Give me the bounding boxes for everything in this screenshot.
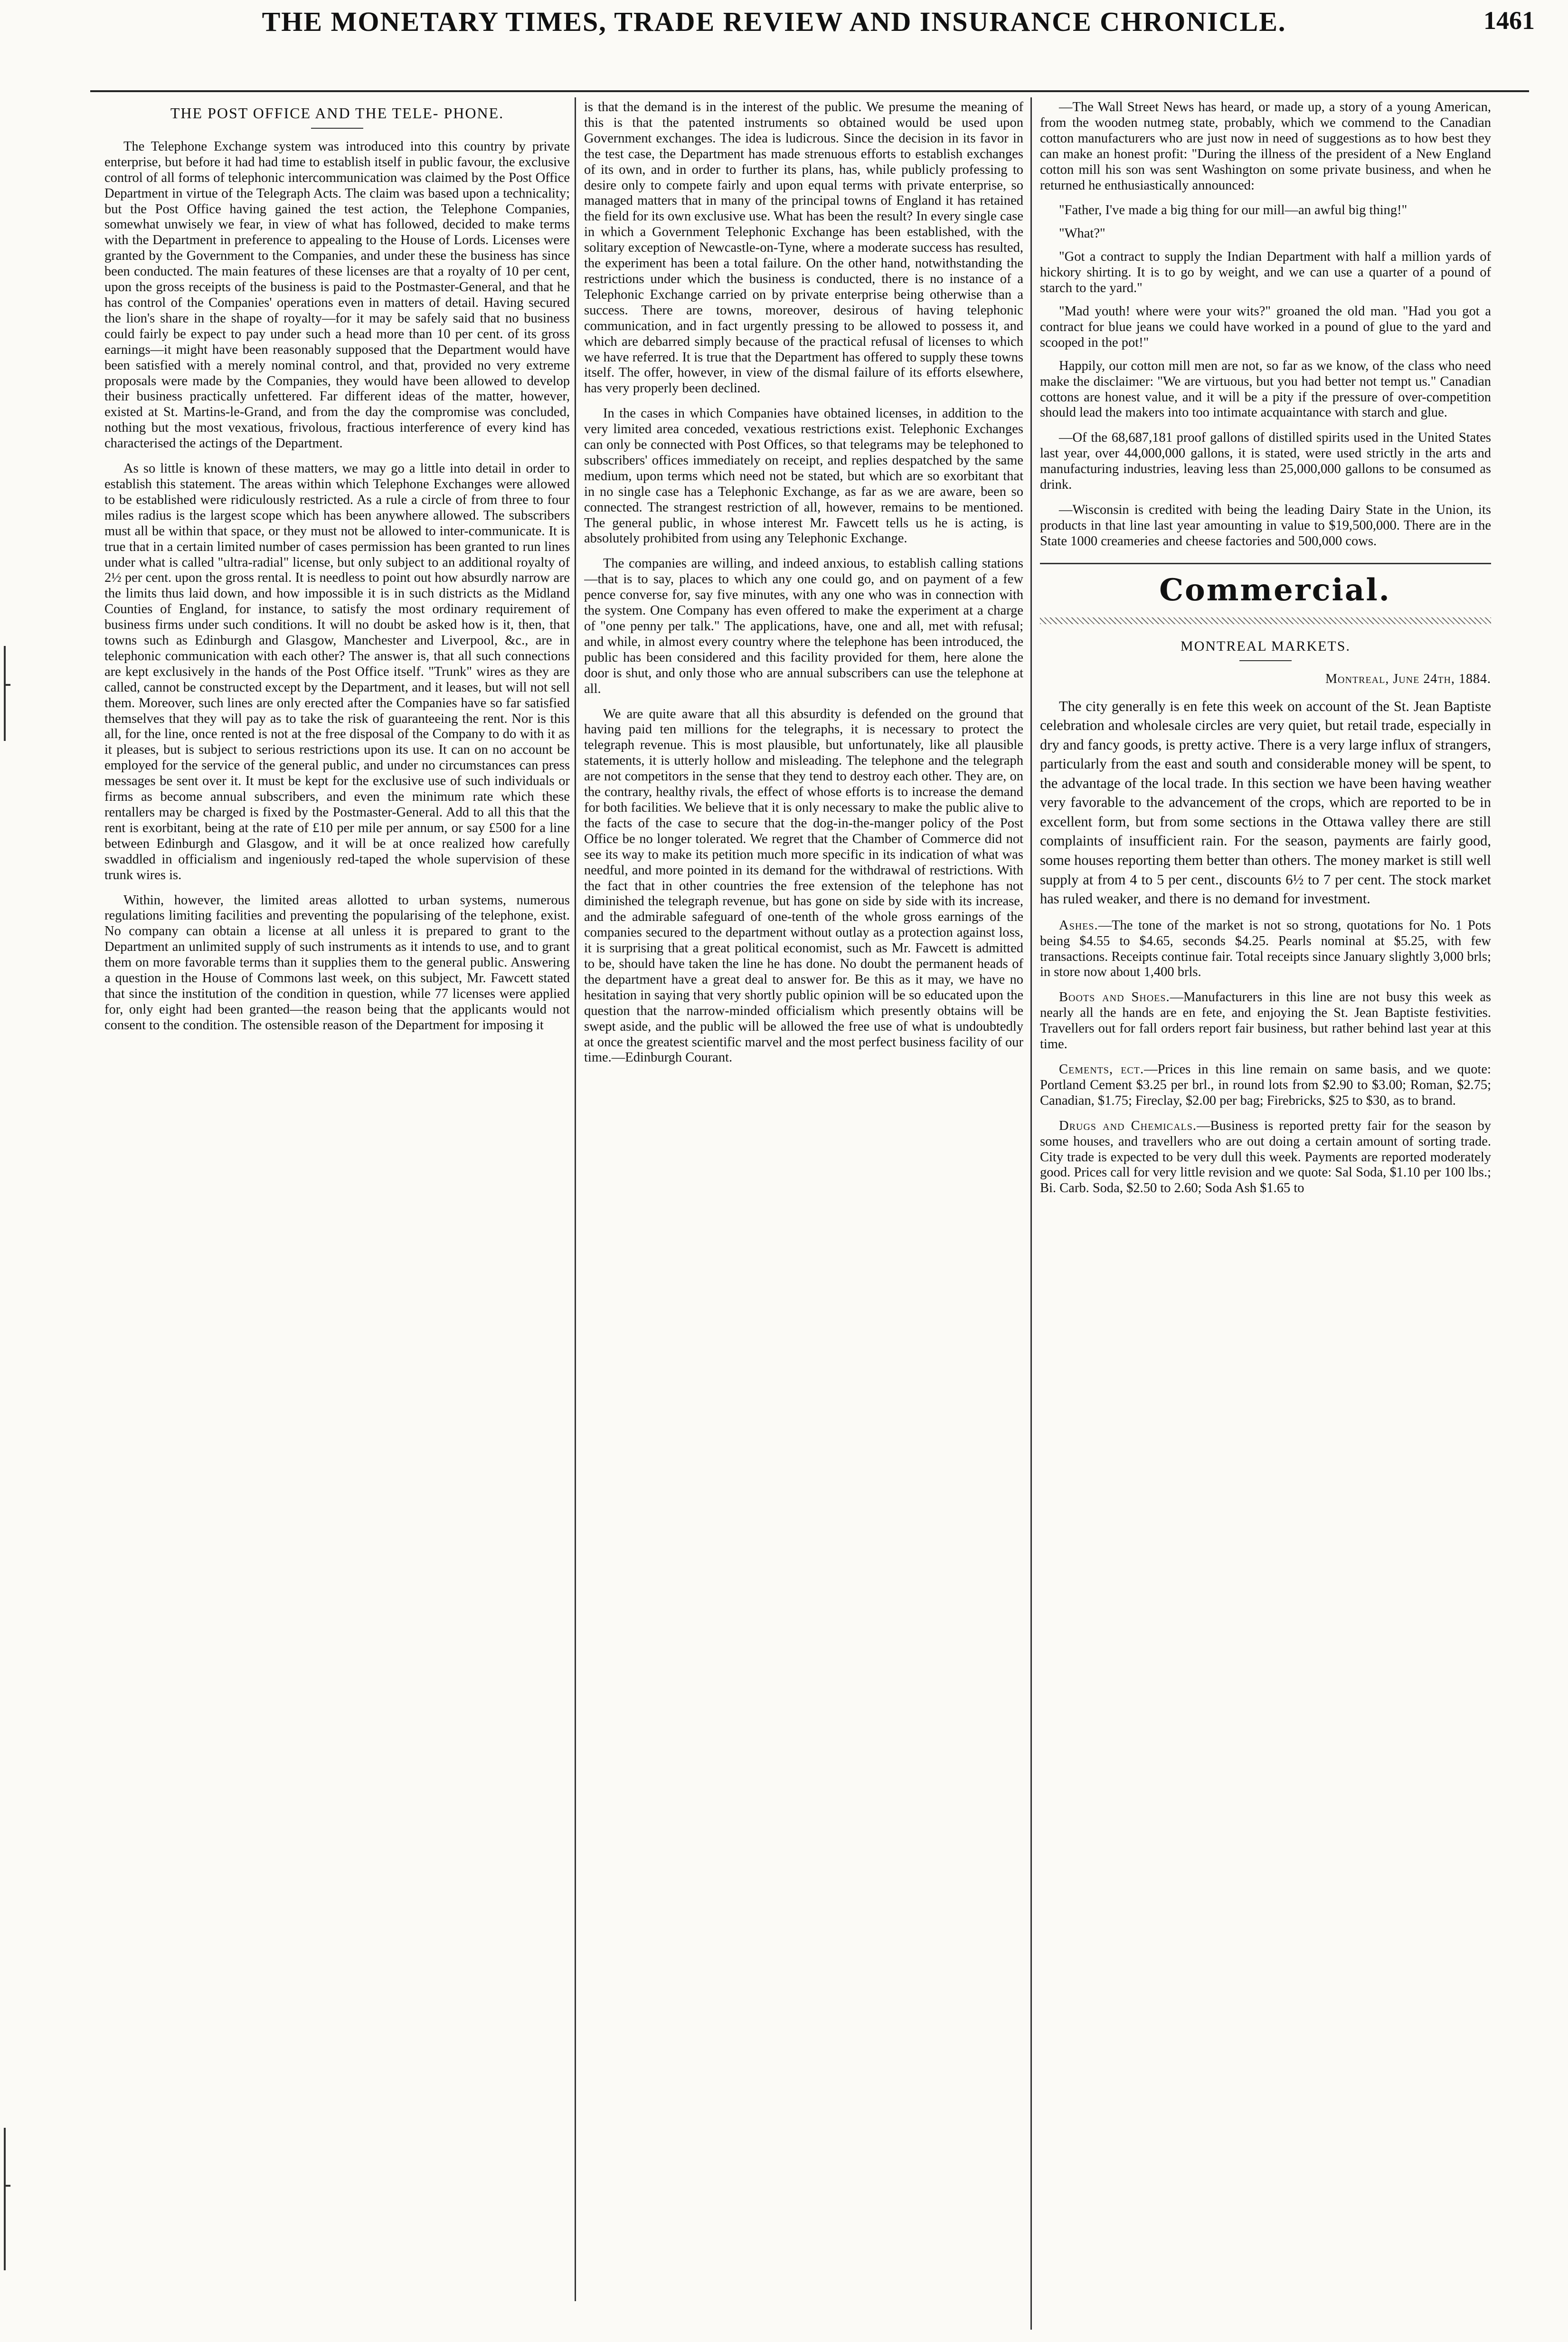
markets-intro-block	[1040, 697, 1491, 909]
heading-rule	[311, 128, 363, 129]
section-ornament-rule	[1040, 617, 1491, 624]
markets-heading: MONTREAL MARKETS.	[1181, 638, 1351, 654]
news-item: —Of the 68,687,181 proof gallons of distilled spirits used in the United States last year, over 44,000,000 gallons, it is stated, were used strictly in the arts and manufacturing industries, leaving less than 25,000,000 gallons to be consumed as drink.	[1040, 430, 1491, 493]
paragraph: Within, however, the limited areas allotted to urban systems, numerous regulations limiting facilities and preventing the popularising of the telephone, exist. No company can obtain a license at all unless it is prepared to grant to the Department an unlimited supply of such instruments as it intends to use, and to grant them on more favorable terms than it supplies them to the general public. Answering a question in the House of Commons last week, on this subject, Mr. Fawcett stated that since the institution of the condition in question, while 77 licenses were applied for, only eight had been granted—the reason being that the applicants would not consent to the condition. The ostensible reason of the Department for imposing it	[104, 892, 570, 1033]
paragraph: In the cases in which Companies have obtained licenses, in addition to the very limited area conceded, vexatious restrictions exist. Telephonic Exchanges can only be connected with Post Offices, so that telegrams may be telephoned to subscribers' offices immediately on receipt, and replies despatched by the same medium, upon terms which need not be stated, but which are so exorbitant that in no single case has a Telephonic Exchange, as far as we are aware, been so connected. The strangest restriction of all, however, remains to be mentioned. The general public, in whose interest Mr. Fawcett tells us he is acting, is absolutely prohibited from using any Telephonic Exchange.	[584, 406, 1023, 546]
markets-items	[1040, 918, 1491, 1197]
market-text: —Manufacturers in this line are not busy this week as nearly all the hands are en fete, and enjoying the St. Jean Baptiste festivities. Travellers out for fall orders report fair business, but rather behind last year at this time.	[1040, 990, 1491, 1052]
market-label: Boots and Shoes.	[1059, 990, 1170, 1005]
market-item-boots	[1040, 990, 1491, 1052]
paragraph: The Telephone Exchange system was introduced into this country by private enterprise, but before it had had time to establish itself in public favour, the exclusive control of all forms of telephonic intercommunication was claimed by the Post Office Department in virtue of the Telegraph Acts. The claim was based upon a technicality; but the Post Office having gained the test action, the Telephone Companies, somewhat unwisely we fear, in view of what has followed, decided to make terms with the Department in preference to appealing to the House of Lords. Licenses were granted by the Government to the Companies, and under these the business has since been conducted. The main features of these licenses are that a royalty of 10 per cent, upon the gross receipts of the business is paid to the Postmaster-General, and that he has control of the Companies' operations even in matters of detail. Having secured the lion's share in the shape of royalty—for it may be safely said that no business could fairly be expect to pay under such a head more than 10 per cent. of its gross earnings—it might have been reasonably supposed that the Department would have been satisfied with a merely nominal control, and that, provided no very extreme proposals were made by the Companies, they would have been allowed to develop their business practically unfettered. Far different ideas of the matter, however, existed at St. Martins-le-Grand, and from the day the compromise was concluded, nothing but the most vexatious, frivolous, fractious interference of every kind has characterised the actings of the Department.	[104, 139, 570, 451]
quote-line: "What?"	[1059, 226, 1105, 241]
market-text: —Prices in this line remain on same basis, and we quote: Portland Cement $3.25 per brl., in round lots from $2.90 to $3.00; Roman, $2.75; Canadian, $1.75; Fireclay, $2.00 per bag; Firebricks, $25 to $30, as to brand.	[1040, 1062, 1491, 1108]
column-middle	[584, 100, 1023, 2332]
header-rule	[90, 90, 1529, 92]
market-item-drugs	[1040, 1119, 1491, 1197]
dateline: Montreal, June 24th, 1884.	[1325, 672, 1491, 687]
markets-rule	[1239, 660, 1292, 661]
paragraph: The companies are willing, and indeed anxious, to establish calling stations—that is to say, places to which any one could go, and on payment of a few pence converse for, say five minutes, with any one who was in connection with the system. One Company has even offered to make the experiment at a charge of "one penny per talk." The applications, have, one and all, met with refusal; and while, in almost every country where the telephone has been introduced, the public has been considered and this facility provided for them, here alone the door is shut, and only those who are annual subscribers can use the telephone at all.	[584, 556, 1023, 696]
column-rule-2	[1030, 97, 1032, 2330]
market-item-ashes	[1040, 918, 1491, 981]
paragraph: We are quite aware that all this absurdity is defended on the ground that having paid ten millions for the telegraphs, it is necessary to protect the telegraph revenue. This is most plausible, but unfortunately, like all plausible statements, it is utterly hollow and misleading. The telephone and the telegraph are not competitors in the sense that they tend to destroy each other. They are, on the contrary, healthy rivals, the effect of whose efforts is to increase the demand for both facilities. We believe that it is only necessary to make the public alive to the facts of the case to secure that the dog-in-the-manger policy of the Post Office be no longer tolerated. We regret that the Chamber of Commerce did not see its way to make its petition much more specific in its indication of what was needful, and more pointed in its demand for the withdrawal of restrictions. With the fact that in other countries the free extension of the telephone has not diminished the telegraph revenue, but has gone on side by side with its increase, and the admirable safeguard of one-tenth of the whole gross earnings of the companies secured to the department without outlay as a protection against loss, it is surprising that a great political economist, such as Mr. Fawcett is admitted to be, should have taken the line he has done. No doubt the permanent heads of the department have a great deal to answer for. Be this as it may, we have no hesitation in saying that very shortly public opinion will be so educated upon the question that the narrow-minded officialism which presently obtains will be swept aside, and the public will be allowed the free use of what is undoubtedly at once the greatest scientific marvel and the most perfect business facility of our time.—Edinburgh Courant.	[584, 706, 1023, 1065]
article-heading: THE POST OFFICE AND THE TELE- PHONE.	[170, 104, 504, 122]
news-item: —Wisconsin is credited with being the leading Dairy State in the Union, its products in that line last year amounting in value to $19,500,000. There are in the State 1000 creameries and cheese factories and 500,000 cows.	[1040, 502, 1491, 549]
paragraph: is that the demand is in the interest of the public. We presume the meaning of this is that the patented instruments so obtained would be used upon Government exchanges. The idea is ludicrous. Since the decision in its favor in the test case, the Department has made strenuous efforts to establish exchanges of its own, and in order to further its plans, has, while publicly professing to desire only to compete fairly and upon equal terms with private enterprise, so managed matters that in many of the principal towns of England it has retained the field for its own exclusive use. What has been the result? In every single case in which a Government Telephonic Exchange has been established, with the solitary exception of Newcastle-on-Tyne, where a moderate success has resulted, the experiment has been a total failure. On the other hand, notwithstanding the restrictions under which the business is conducted, there is no instance of a Telephonic Exchange carried on by private enterprise being otherwise than a success. There are towns, moreover, desirous of having telephonic communication, and in fact urgently pressing to be allowed to possess it, and which are debarred simply because of the practical refusal of licenses to which we have referred. It is true that the Department has offered to supply these towns itself. The offer, however, in view of the dismal failure of its efforts elsewhere, has very properly been declined.	[584, 100, 1023, 396]
paragraph: The city generally is en fete this week on account of the St. Jean Baptiste celebration and wholesale circles are very quiet, but retail trade, especially in dry and fancy goods, is pretty active. There is a very large influx of strangers, particularly from the east and south and considerable money will be spent, to the advantage of the local trade. In this section we have been having weather very favorable to the advancement of the crops, which are reported to be in excellent form, but from some sections in the Ottawa valley there are still complaints of insufficient rain. For the season, payments are fairly good, some houses reporting them better than others. The money market is still well supply at from 4 to 5 per cent., discounts 6½ to 7 per cent. The stock market has ruled weaker, and there is no demand for investment.	[1040, 698, 1491, 907]
column-left	[104, 100, 570, 2332]
page-header	[0, 0, 1568, 90]
paragraph: As so little is known of these matters, we may go a little into detail in order to establish this statement. The areas within which Telephone Exchanges were allowed to be established were ridiculously restricted. As a rule a circle of from three to four miles radius is the largest scope which has been anywhere allowed. The subscribers must all be within that space, or they must not be allowed to inter-communicate. It is true that in a certain limited number of cases permission has been granted to run lines under what is called "ultra-radial" license, but only subject to an additional royalty of 2½ per cent. upon the gross rental. It is needless to point out how absurdly narrow are the limits thus laid down, and how impossible it is in such districts as the Midland Counties of England, for instance, to satisfy the most ordinary requirement of business firms under such conditions. It will no doubt be asked how is it, then, that towns such as Edinburgh and Glasgow, Manchester and Liverpool, &c., are in telephonic communication with each other? The answer is, that all such connections are kept exclusively in the hands of the Post Office itself. "Trunk" wires as they are called, cannot be constructed except by the Department, and it leases, but will not sell them. Moreover, such lines are only erected after the Companies have so far satisfied themselves that they will pay as to take the risk of guaranteeing the rent. Nor is this all, for the line, once rented is not at the free disposal of the Company to do with it as it pleases, but is subject to serious restrictions upon its use. It can on no account be employed for the service of the general public, and under no circumstances can press messages be sent over it. It must be kept for the exclusive use of such individuals or firms as become annual subscribers, and even the minimum rate which these rentallers may be charged is fixed by the Postmaster-General. Add to all this that the rent is exorbitant, being at the rate of £10 per mile per annum, or say £500 for a line between Edinburgh and Glasgow, and it will be at once realized how carefully swaddled in officialism and ingeniously red-taped the whole supervision of these trunk wires is.	[104, 461, 570, 882]
margin-tick-top	[4, 684, 10, 686]
margin-tick-bottom	[4, 2185, 10, 2187]
section-title: Commercial.	[1159, 572, 1391, 608]
market-item-cements	[1040, 1062, 1491, 1109]
margin-mark-top	[4, 646, 6, 741]
quote-line: "Mad youth! where were your wits?" groaned the old man. "Had you got a contract for blue jeans we could have worked in a pound of glue to the yard and scooped in the pot!"	[1040, 303, 1491, 350]
quote-line: "Father, I've made a big thing for our mill—an awful big thing!"	[1059, 203, 1407, 218]
market-label: Drugs and Chemicals.	[1059, 1118, 1197, 1133]
market-label: Cements, ect.	[1059, 1062, 1144, 1077]
quote-line: "Got a contract to supply the Indian Department with half a million yards of hickory shirting. It is to go by weight, and we can use a quarter of a pound of starch to the yard."	[1040, 249, 1491, 296]
section-rule	[1040, 563, 1491, 564]
market-text: —Business is reported pretty fair for the season by some houses, and travellers who are out doing a certain amount of sorting trade. City trade is expected to be very dull this week. Payments are reported moderately good. Prices call for very little revision and we quote: Sal Soda, $1.10 per 100 lbs.; Bi. Carb. Soda, $2.50 to 2.60; Soda Ash $1.65 to	[1040, 1118, 1491, 1196]
paragraph: Happily, our cotton mill men are not, so far as we know, of the class who need make the disclaimer: "We are virtuous, but you had better not tempt us." Canadian cottons are honest value, and it will be a pity if the pressure of over-competition should lead the makers into too intimate acquaintance with starch and glue.	[1040, 358, 1491, 420]
margin-mark-bottom	[4, 2128, 6, 2270]
market-text: —The tone of the market is not so strong, quotations for No. 1 Pots being $4.55 to $4.65, seconds $4.25. Pearls nominal at $5.25, with few transactions. Receipts continue fair. Total receipts since January slightly 3,000 brls; in store now about 1,400 brls.	[1040, 918, 1491, 980]
masthead-title: THE MONETARY TIMES, TRADE REVIEW AND INSURANCE CHRONICLE.	[262, 6, 1286, 37]
page-number: 1461	[1483, 6, 1535, 35]
news-item: —The Wall Street News has heard, or made up, a story of a young American, from the wooden nutmeg state, probably, which we commend to the Canadian cotton manufacturers who are just now in need of suggestions as to how best they can make an honest profit: "During the illness of the president of a New England cotton mill his son was sent Washington on some private business, and when he returned he enthusiastically announced:	[1040, 100, 1491, 193]
column-rule-1	[575, 97, 576, 2301]
column-right	[1040, 100, 1491, 2332]
market-label: Ashes.	[1059, 918, 1098, 933]
